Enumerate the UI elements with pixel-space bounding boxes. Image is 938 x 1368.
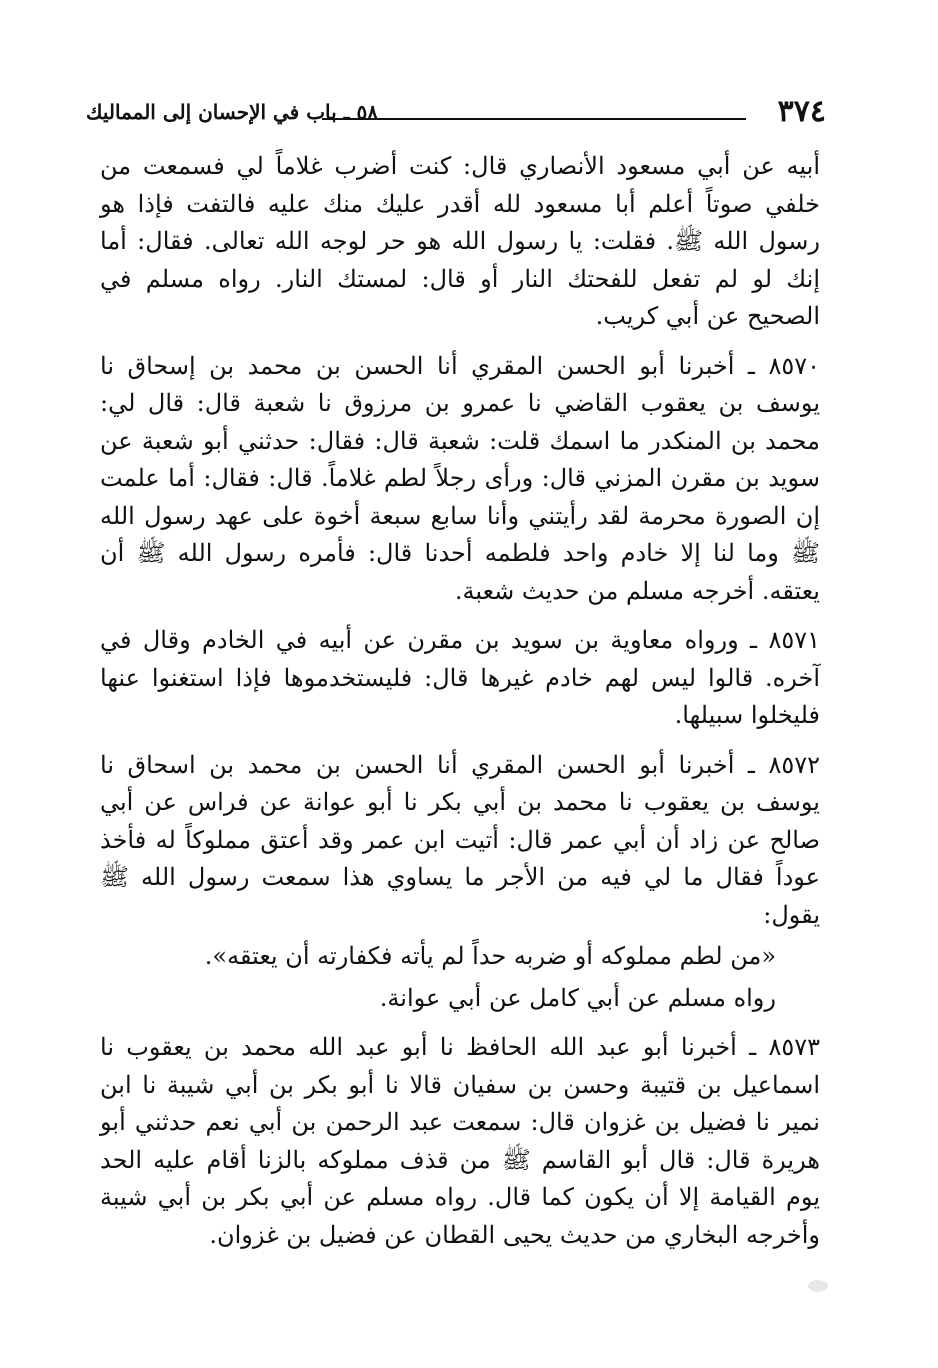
chapter-title: ٥٨ ـ باب في الإحسان إلى المماليك — [86, 100, 378, 124]
hadith-8572-quote: «من لطم مملوكه أو ضربه حداً لم يأته فكفارته أن يعتقه». — [204, 942, 776, 970]
header-rule — [322, 118, 746, 120]
hadith-8571: ٨٥٧١ ـ ورواه معاوية بن سويد بن مقرن عن أبيه في الخادم وقال في آخره. قالوا ليس لهم خادم غيرها قال: فليستخدموها فإذا استغنوا عنها فليخلوا سبيلها. — [100, 626, 820, 729]
page-header — [86, 92, 826, 132]
paragraph-continuation: أبيه عن أبي مسعود الأنصاري قال: كنت أضرب غلاماً لي فسمعت من خلفي صوتاً أعلم أبا مسعود لله أقدر عليك منك عليه فالتفت فإذا هو رسول الله ﷺ. فقلت: يا رسول الله هو حر لوجه الله تعالى. فقال: أما إنك لو لم تفعل للفحتك النار أو قال: لمستك النار. رواه مسلم في الصحيح عن أبي كريب. — [100, 152, 821, 330]
hadith-8573: ٨٥٧٣ ـ أخبرنا أبو عبد الله الحافظ نا أبو عبد الله محمد بن يعقوب نا اسماعيل بن قتيبة وحسن بن سفيان قالا نا أبو بكر بن أبي شيبة نا ابن نمير نا فضيل بن غزوان قال: سمعت عبد الرحمن بن أبي نعم حدثني أبو هريرة قال: قال أبو القاسم ﷺ من قذف مملوكه بالزنا أقام عليه الحد يوم القيامة إلا أن يكون كما قال. رواه مسلم عن أبي بكر بن أبي شيبة وأخرجه البخاري من حديث يحيى القطان عن فضيل بن غزوان. — [100, 1033, 820, 1249]
page-number: ٣٧٤ — [777, 94, 826, 129]
hadith-8570: ٨٥٧٠ ـ أخبرنا أبو الحسن المقري أنا الحسن بن محمد بن إسحاق نا يوسف بن يعقوب القاضي نا عمرو بن مرزوق نا شعبة قال: قال لي: محمد بن المنكدر ما اسمك قلت: شعبة قال: فقال: حدثني أبو شعبة عن سويد بن مقرن المزني قال: ورأى رجلاً لطم غلاماً. قال: فقال: أما علمت إن الصورة محرمة لقد رأيتني وأنا سابع سبعة أخوة على عهد رسول الله ﷺ وما لنا إلا خادم واحد فلطمه أحدنا قال: فأمره رسول الله ﷺ أن يعتقه. أخرجه مسلم من حديث شعبة. — [100, 351, 820, 605]
hadith-8572-narration: رواه مسلم عن أبي كامل عن أبي عوانة. — [379, 983, 776, 1012]
scan-smudge — [808, 1280, 828, 1292]
hadith-8572: ٨٥٧٢ ـ أخبرنا أبو الحسن المقري أنا الحسن بن محمد بن اسحاق نا يوسف بن يعقوب نا محمد بن أبي بكر نا أبو عوانة عن فراس عن أبي صالح عن زاد أن أبي عمر قال: أتيت ابن عمر وقد أعتق مملوكاً له فأخذ عوداً فقال ما لي فيه من الأجر ما يساوي هذا سمعت رسول الله ﷺ يقول: — [100, 750, 820, 929]
body-text — [100, 148, 820, 1254]
